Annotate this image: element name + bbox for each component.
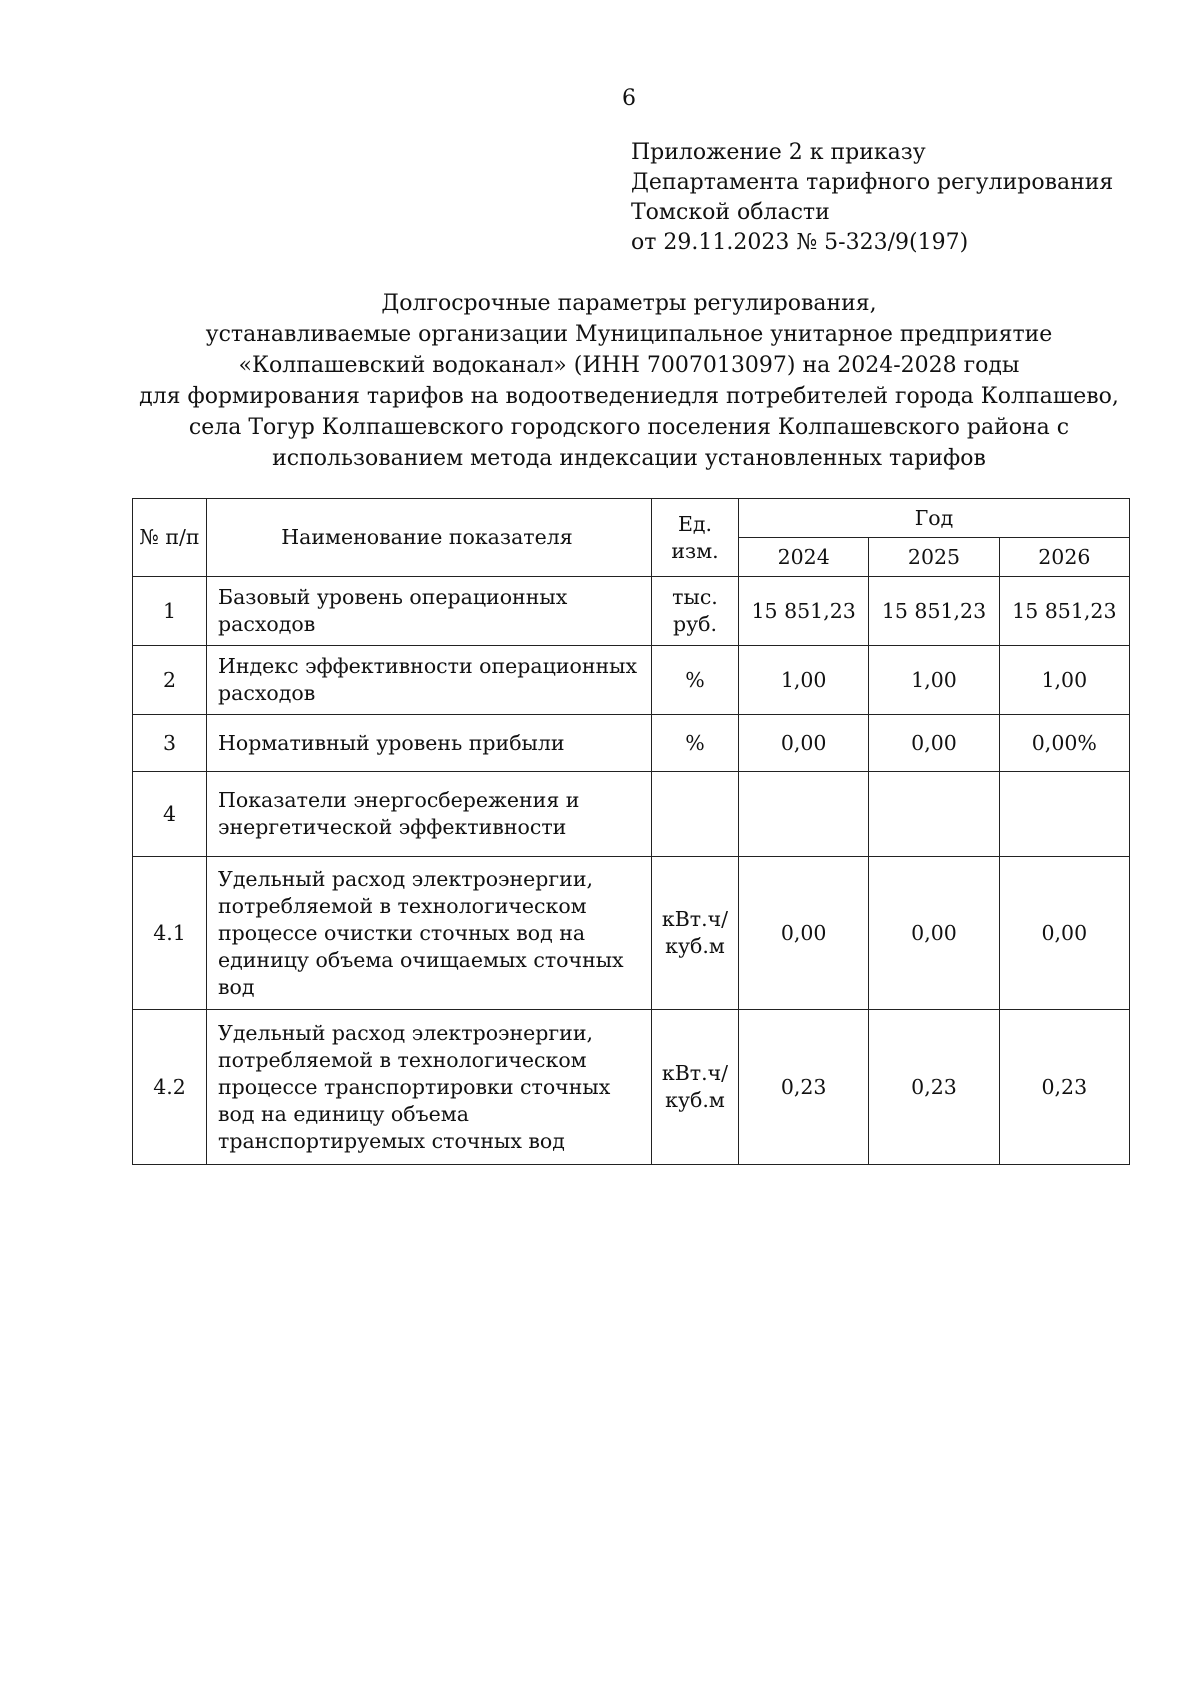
row-value bbox=[869, 772, 999, 857]
page-number: 6 bbox=[622, 86, 636, 111]
annex-line: от 29.11.2023 № 5-323/9(197) bbox=[631, 230, 969, 255]
table-row bbox=[133, 646, 1130, 715]
annex-line: Приложение 2 к приказу bbox=[631, 140, 926, 165]
row-num: 1 bbox=[133, 577, 207, 646]
title-line: «Колпашевский водоканал» (ИНН 7007013097) на 2024-2028 годы bbox=[238, 353, 1020, 378]
row-value: 15 851,23 bbox=[999, 577, 1129, 646]
header-year: 2024 bbox=[739, 538, 869, 577]
row-unit: тыс. руб. bbox=[652, 577, 739, 646]
row-value: 0,23 bbox=[869, 1010, 999, 1165]
annex-line: Департамента тарифного регулирования bbox=[631, 170, 1114, 195]
row-value: 0,00 bbox=[999, 857, 1129, 1010]
table-header-row bbox=[133, 499, 1130, 538]
title-line: использованием метода индексации установленных тарифов bbox=[272, 446, 986, 471]
row-name: Удельный расход электроэнергии, потребляемой в технологическом процессе очистки сточных вод на единицу объема очищаемых сточных вод bbox=[207, 857, 652, 1010]
row-value: 0,00 bbox=[869, 715, 999, 772]
row-value: 1,00 bbox=[999, 646, 1129, 715]
table-row bbox=[133, 857, 1130, 1010]
row-name: Индекс эффективности операционных расходов bbox=[207, 646, 652, 715]
row-value: 15 851,23 bbox=[739, 577, 869, 646]
row-num: 4.1 bbox=[133, 857, 207, 1010]
title-line: Долгосрочные параметры регулирования, bbox=[381, 291, 877, 316]
row-value: 0,00 bbox=[869, 857, 999, 1010]
row-value: 0,23 bbox=[739, 1010, 869, 1165]
title-line: села Тогур Колпашевского городского поселения Колпашевского района с bbox=[188, 415, 1070, 440]
title-line: устанавливаемые организации Муниципальное унитарное предприятие bbox=[205, 322, 1053, 347]
parameters-table bbox=[132, 498, 1130, 1165]
title-line: для формирования тарифов на водоотведениедля потребителей города Колпашево, bbox=[139, 384, 1119, 409]
row-value bbox=[999, 772, 1129, 857]
header-num: № п/п bbox=[133, 499, 207, 577]
row-unit bbox=[652, 772, 739, 857]
annex-line: Томской области bbox=[631, 200, 830, 225]
row-unit: % bbox=[652, 646, 739, 715]
row-num: 4.2 bbox=[133, 1010, 207, 1165]
row-num: 2 bbox=[133, 646, 207, 715]
header-unit: Ед. изм. bbox=[652, 499, 739, 577]
table-row bbox=[133, 577, 1130, 646]
row-name: Нормативный уровень прибыли bbox=[207, 715, 652, 772]
row-unit: % bbox=[652, 715, 739, 772]
row-num: 4 bbox=[133, 772, 207, 857]
row-value bbox=[739, 772, 869, 857]
annex-header bbox=[631, 138, 1113, 258]
row-unit: кВт.ч/ куб.м bbox=[652, 1010, 739, 1165]
row-name: Базовый уровень операционных расходов bbox=[207, 577, 652, 646]
header-year: 2025 bbox=[869, 538, 999, 577]
row-value: 15 851,23 bbox=[869, 577, 999, 646]
row-unit: кВт.ч/ куб.м bbox=[652, 857, 739, 1010]
row-name: Показатели энергосбережения и энергетической эффективности bbox=[207, 772, 652, 857]
table-row bbox=[133, 1010, 1130, 1165]
row-name: Удельный расход электроэнергии, потребляемой в технологическом процессе транспортировки сточных вод на единицу объема транспортируемых сточных вод bbox=[207, 1010, 652, 1165]
row-value: 0,00 bbox=[739, 715, 869, 772]
row-value: 1,00 bbox=[869, 646, 999, 715]
row-value: 0,23 bbox=[999, 1010, 1129, 1165]
header-name: Наименование показателя bbox=[207, 499, 652, 577]
header-year-group: Год bbox=[739, 499, 1130, 538]
table-row bbox=[133, 715, 1130, 772]
row-value: 0,00 bbox=[739, 857, 869, 1010]
row-value: 0,00% bbox=[999, 715, 1129, 772]
row-num: 3 bbox=[133, 715, 207, 772]
table-row bbox=[133, 772, 1130, 857]
row-value: 1,00 bbox=[739, 646, 869, 715]
header-year: 2026 bbox=[999, 538, 1129, 577]
document-title bbox=[0, 288, 1200, 474]
